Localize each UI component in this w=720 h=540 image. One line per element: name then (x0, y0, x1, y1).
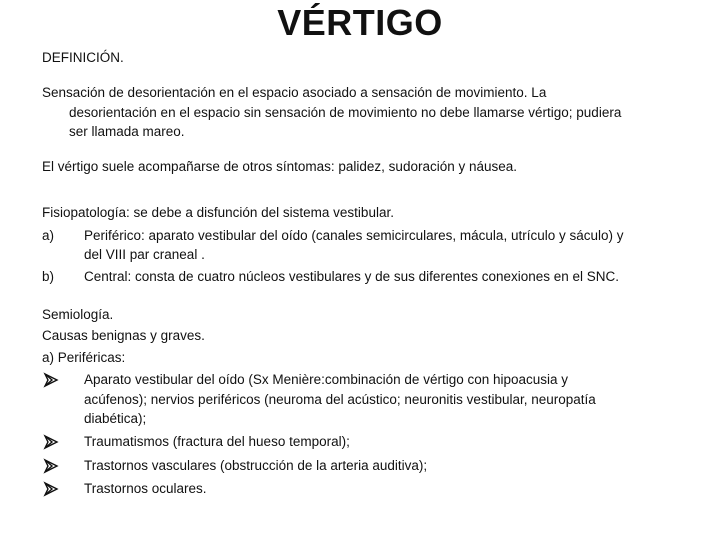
arrowhead-bullet-icon (43, 481, 59, 497)
symptoms-paragraph: El vértigo suele acompañarse de otros síntomas: palidez, sudoración y náusea. (42, 159, 518, 174)
arrowhead-bullet-icon (43, 372, 59, 388)
arrowhead-bullet-icon (43, 434, 59, 450)
list-marker-a: a) (42, 228, 55, 243)
definition-paragraph-line-1: Sensación de desorientación en el espacio asociado a sensación de movimiento. La (42, 85, 547, 100)
bullet-1-line-3: diabética); (84, 411, 147, 426)
peripheral-heading: a) Periféricas: (42, 350, 126, 365)
bullet-4-line-1: Trastornos oculares. (84, 481, 207, 496)
semiology-heading: Semiología. (42, 307, 114, 322)
physiopathology-intro: Fisiopatología: se debe a disfunción del sistema vestibular. (42, 205, 394, 220)
arrowhead-bullet-icon (43, 458, 59, 474)
bullet-1-line-1: Aparato vestibular del oído (Sx Menière:combinación de vértigo con hipoacusia y (84, 372, 569, 387)
physio-item-a-line-2: del VIII par craneal . (84, 247, 205, 262)
physio-item-a-line-1: Periférico: aparato vestibular del oído (canales semicirculares, mácula, utrículo y sáculo) y (84, 228, 624, 243)
list-marker-b: b) (42, 269, 55, 284)
causes-line: Causas benignas y graves. (42, 328, 205, 343)
definition-heading: DEFINICIÓN. (42, 50, 124, 65)
bullet-2-line-1: Traumatismos (fractura del hueso temporal); (84, 434, 350, 449)
bullet-1-line-2: acúfenos); nervios periféricos (neuroma del acústico; neuronitis vestibular, neuropatía (84, 392, 596, 407)
definition-paragraph-line-2: desorientación en el espacio sin sensación de movimiento no debe llamarse vértigo; pudiera (69, 105, 622, 120)
page-title: VÉRTIGO (277, 2, 443, 43)
definition-paragraph-line-3: ser llamada mareo. (69, 124, 185, 139)
physio-item-b-line-1: Central: consta de cuatro núcleos vestibulares y de sus diferentes conexiones en el SNC. (84, 269, 620, 284)
bullet-3-line-1: Trastornos vasculares (obstrucción de la arteria auditiva); (84, 458, 428, 473)
